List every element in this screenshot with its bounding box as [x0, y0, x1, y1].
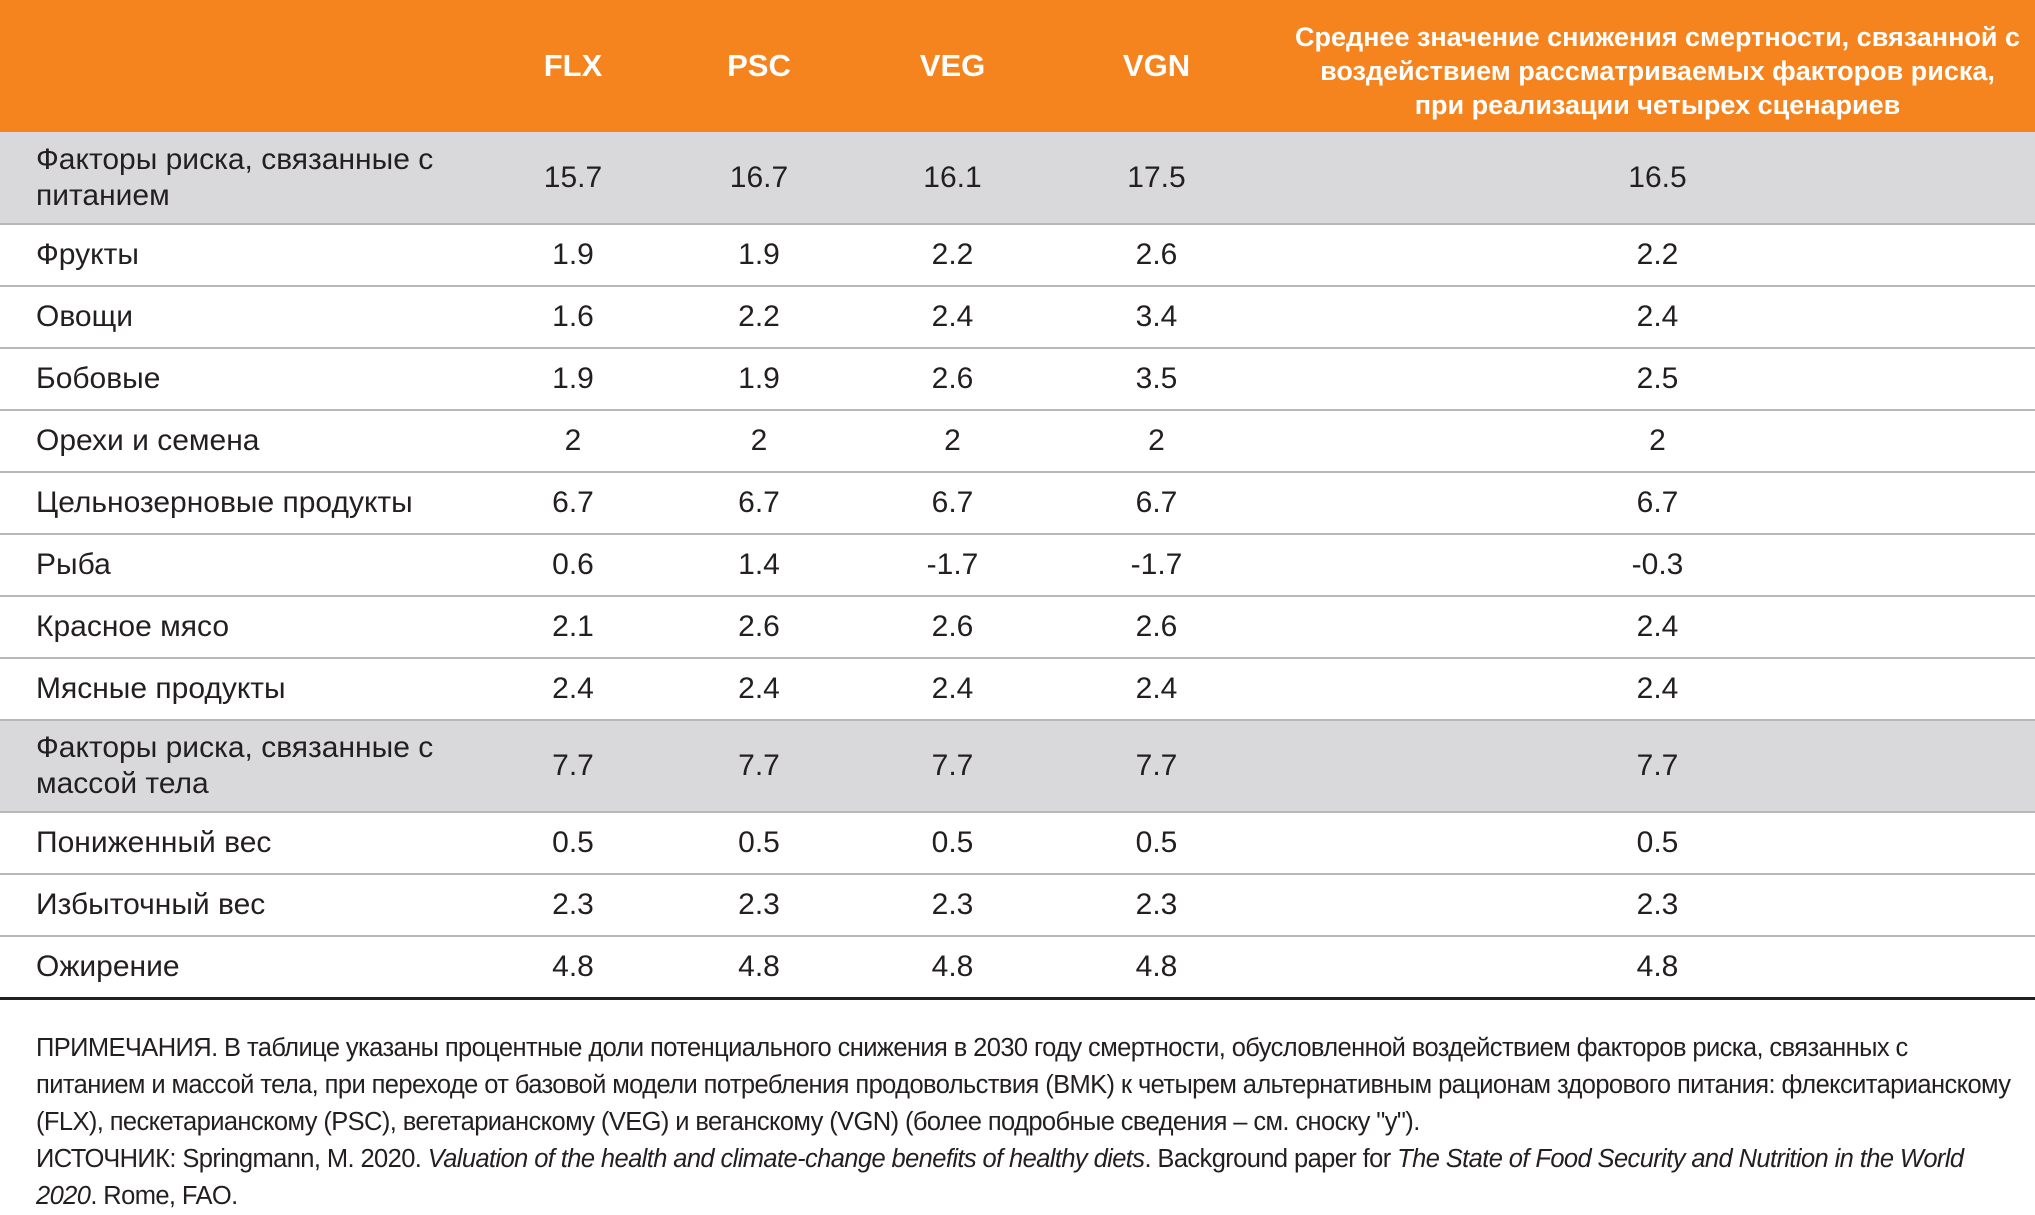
cell-flx: 1.6 [500, 286, 646, 348]
cell-veg: 4.8 [872, 936, 1033, 998]
cell-psc: 2.2 [646, 286, 872, 348]
cell-label: Цельнозерновые продукты [0, 472, 500, 534]
cell-vgn: -1.7 [1033, 534, 1280, 596]
cell-average: 2.4 [1280, 658, 2035, 720]
cell-psc: 1.4 [646, 534, 872, 596]
cell-flx: 2.4 [500, 658, 646, 720]
cell-label: Факторы риска, связанные с массой тела [0, 720, 500, 812]
cell-average: 4.8 [1280, 936, 2035, 998]
cell-psc: 1.9 [646, 348, 872, 410]
table-header-row [0, 0, 2035, 132]
cell-average: 16.5 [1280, 132, 2035, 224]
cell-average: 6.7 [1280, 472, 2035, 534]
source-prefix: ИСТОЧНИК: Springmann, M. 2020. [36, 1145, 428, 1173]
cell-vgn: 2 [1033, 410, 1280, 472]
cell-vgn: 7.7 [1033, 720, 1280, 812]
table-row [0, 472, 2035, 534]
cell-label: Мясные продукты [0, 658, 500, 720]
cell-label: Факторы риска, связанные с питанием [0, 132, 500, 224]
cell-vgn: 2.3 [1033, 874, 1280, 936]
cell-vgn: 3.4 [1033, 286, 1280, 348]
cell-flx: 6.7 [500, 472, 646, 534]
cell-veg: 6.7 [872, 472, 1033, 534]
cell-veg: 2.6 [872, 348, 1033, 410]
table-row [0, 596, 2035, 658]
cell-veg: 2.4 [872, 658, 1033, 720]
cell-average: 2.2 [1280, 224, 2035, 286]
cell-flx: 7.7 [500, 720, 646, 812]
header-veg: VEG [919, 48, 986, 83]
cell-label: Избыточный вес [0, 874, 500, 936]
cell-veg: 2 [872, 410, 1033, 472]
table-row [0, 874, 2035, 936]
cell-vgn: 2.6 [1033, 224, 1280, 286]
cell-psc: 4.8 [646, 936, 872, 998]
table-row [0, 534, 2035, 596]
cell-flx: 0.5 [500, 812, 646, 874]
cell-label: Бобовые [0, 348, 500, 410]
cell-flx: 15.7 [500, 132, 646, 224]
cell-label: Пониженный вес [0, 812, 500, 874]
cell-vgn: 6.7 [1033, 472, 1280, 534]
cell-flx: 0.6 [500, 534, 646, 596]
cell-veg: -1.7 [872, 534, 1033, 596]
cell-psc: 6.7 [646, 472, 872, 534]
cell-veg: 2.6 [872, 596, 1033, 658]
cell-psc: 2.6 [646, 596, 872, 658]
header-flx: FLX [543, 48, 603, 83]
source-title: Valuation of the health and climate-change benefits of healthy diets [427, 1145, 1145, 1173]
cell-average: 2.4 [1280, 596, 2035, 658]
cell-veg: 2.2 [872, 224, 1033, 286]
cell-psc: 0.5 [646, 812, 872, 874]
table-group-row [0, 720, 2035, 812]
cell-average: 2 [1280, 410, 2035, 472]
cell-flx: 2 [500, 410, 646, 472]
cell-psc: 7.7 [646, 720, 872, 812]
source-line [36, 1141, 2021, 1215]
header-psc: PSC [727, 48, 791, 83]
cell-average: 7.7 [1280, 720, 2035, 812]
table-row [0, 812, 2035, 874]
cell-veg: 0.5 [872, 812, 1033, 874]
source-report: The State of Food Security and Nutrition in the World 2020 [36, 1145, 1964, 1210]
table-row [0, 224, 2035, 286]
cell-psc: 2.3 [646, 874, 872, 936]
header-empty [0, 0, 500, 132]
cell-vgn: 2.6 [1033, 596, 1280, 658]
source-suffix: . Rome, FAO. [90, 1182, 238, 1210]
cell-average: -0.3 [1280, 534, 2035, 596]
table-row [0, 348, 2035, 410]
cell-label: Орехи и семена [0, 410, 500, 472]
cell-flx: 1.9 [500, 348, 646, 410]
source-mid: . Background paper for [1144, 1145, 1398, 1173]
cell-veg: 2.3 [872, 874, 1033, 936]
cell-veg: 16.1 [872, 132, 1033, 224]
cell-psc: 2 [646, 410, 872, 472]
cell-veg: 7.7 [872, 720, 1033, 812]
table-row [0, 936, 2035, 998]
cell-average: 2.3 [1280, 874, 2035, 936]
cell-average: 0.5 [1280, 812, 2035, 874]
cell-label: Ожирение [0, 936, 500, 998]
cell-flx: 2.3 [500, 874, 646, 936]
cell-flx: 1.9 [500, 224, 646, 286]
cell-vgn: 2.4 [1033, 658, 1280, 720]
cell-psc: 2.4 [646, 658, 872, 720]
cell-flx: 2.1 [500, 596, 646, 658]
table-row [0, 658, 2035, 720]
cell-flx: 4.8 [500, 936, 646, 998]
cell-label: Овощи [0, 286, 500, 348]
notes-block [36, 1030, 2021, 1215]
cell-vgn: 3.5 [1033, 348, 1280, 410]
header-average: Среднее значение снижения смертности, связанной с воздействием рассматриваемых факторов риска, при реализации четырех сценариев [1294, 22, 2021, 120]
cell-label: Рыба [0, 534, 500, 596]
cell-psc: 1.9 [646, 224, 872, 286]
cell-label: Фрукты [0, 224, 500, 286]
table-group-row [0, 132, 2035, 224]
cell-veg: 2.4 [872, 286, 1033, 348]
cell-label: Красное мясо [0, 596, 500, 658]
cell-vgn: 17.5 [1033, 132, 1280, 224]
table-row [0, 286, 2035, 348]
cell-psc: 16.7 [646, 132, 872, 224]
cell-average: 2.4 [1280, 286, 2035, 348]
cell-average: 2.5 [1280, 348, 2035, 410]
cell-vgn: 4.8 [1033, 936, 1280, 998]
cell-vgn: 0.5 [1033, 812, 1280, 874]
header-vgn: VGN [1122, 48, 1191, 83]
notes-text: ПРИМЕЧАНИЯ. В таблице указаны процентные доли потенциального снижения в 2030 году смертности, обусловленной воздействием факторов риска, связанных с питанием и массой тела, при переходе от базовой модели потребления продовольствия (BMK) к четырем альтернативным рационам здорового питания: флекситарианскому (FLX), пескетарианскому (PSC), вегетарианскому (VEG) и веганскому (VGN) (более подробные сведения – см. сноску "у"). [36, 1034, 2011, 1136]
table-body [0, 132, 2035, 998]
table-row [0, 410, 2035, 472]
